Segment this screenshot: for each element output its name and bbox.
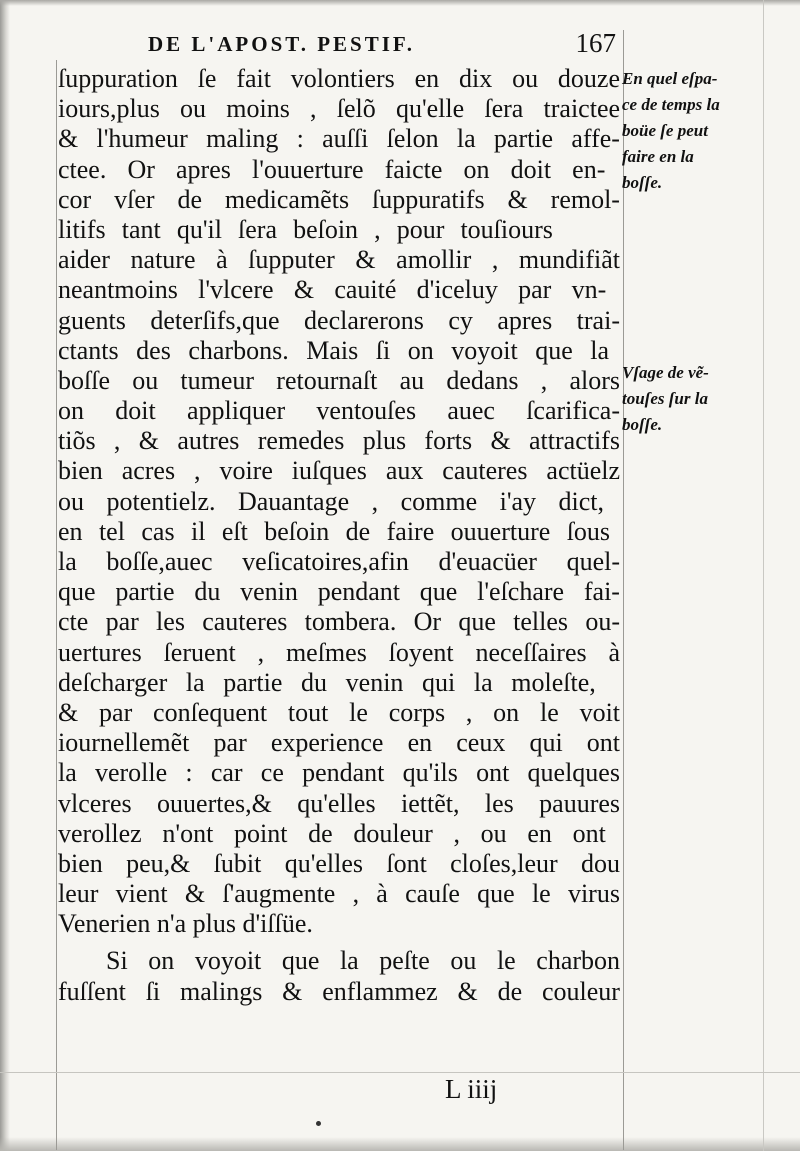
scan-edge-top [0,0,800,6]
margin-note-cupping [622,360,762,438]
margin-note-line: boüe ſe peut [622,121,708,140]
margin-note-line: En quel eſpa- [622,69,718,88]
paragraph-start-line: Si on voyoit que la peſte ou le charbon [106,946,621,976]
margin-rule-right [763,0,764,1151]
body-text [58,64,620,1007]
text-line: que partie du venin pendant que l'eſchare fai- [58,577,620,607]
text-line: uertures ſeruent , meſmes ſoyent neceſſaires à [58,637,621,667]
margin-note-line: touſes ſur la [622,389,708,408]
text-line: en tel cas il eſt beſoin de faire ouuerture ſous [58,516,611,546]
text-rule-left [56,60,57,1150]
text-line: tiõs , & autres remedes plus forts & attractifs [58,426,620,456]
scan-edge-bottom [0,1137,800,1151]
margin-note-line: boſſe. [622,173,663,192]
text-line: verollez n'ont point de douleur , ou en ont [58,818,606,848]
text-rule-right [623,30,624,1150]
text-line: leur vient & ſ'augmente , à cauſe que le virus [58,879,620,909]
text-line: bien acres , voire iuſques aux cauteres actüelz [58,456,621,486]
text-line: iournellemẽt par experience en ceux qui ont [58,728,621,758]
margin-note-line: Vſage de vẽ- [622,363,709,382]
text-line: neantmoins l'vlcere & cauité d'iceluy par vn- [58,275,607,305]
text-line: bien peu,& ſubit qu'elles ſont cloſes,leur dou [58,848,621,878]
text-line: la verolle : car ce pendant qu'ils ont quelques [58,758,620,788]
page-header [148,30,618,64]
text-line: ſuppuration ſe fait volontiers en dix ou douze [58,64,620,93]
text-line: iours,plus ou moins , ſelõ qu'elle ſera traictee [58,94,621,124]
text-line: & par conſequent tout le corps , on le voit [58,697,621,727]
text-line: ou potentielz. Dauantage , comme i'ay dict, [58,486,605,516]
margin-note-line: ce de temps la [622,95,720,114]
ink-speck [316,1121,321,1126]
text-line: deſcharger la partie du venin qui la moleſte, [58,667,596,697]
text-line: Venerien n'a plus d'iſſüe. [58,909,313,939]
text-line: aider nature à ſupputer & amollir , mundifiãt [58,245,621,275]
text-line: litifs tant qu'il ſera beſoin , pour touſiours [58,214,553,244]
page-number: 167 [575,28,616,58]
text-line: & l'humeur maling : auſſi ſelon la partie affe- [58,124,620,154]
text-line: cor vſer de medicamẽts ſuppuratifs & remol- [58,184,620,214]
text-line: guents deterſifs,que declarerons cy apres trai- [58,305,620,335]
text-line: fuſſent ſi malings & enflammez & de couleur [58,976,620,1006]
signature-mark: L iiij [445,1074,498,1104]
margin-note-line: faire en la [622,147,694,166]
text-line: ctants des charbons. Mais ſi on voyoit que la [58,335,610,365]
text-line: cte par les cauteres tombera. Or que telles ou- [58,607,620,637]
bottom-rule [0,1072,800,1073]
margin-note-bubo-timing [622,66,762,196]
scan-edge-left [0,0,10,1151]
running-head: DE L'APOST. PESTIF. [148,32,416,56]
margin-note-line: boſſe. [622,415,663,434]
text-line: ctee. Or apres l'ouuerture faicte on doit en- [58,154,606,184]
text-line: la boſſe,auec veſicatoires,afin d'euacüer quel- [58,547,620,576]
text-line: boſſe ou tumeur retournaſt au dedans , alors [58,365,621,395]
text-line: vlceres ouuertes,& qu'elles iettẽt, les pauures [58,788,621,818]
text-line: on doit appliquer ventouſes auec ſcarifica- [58,396,621,426]
